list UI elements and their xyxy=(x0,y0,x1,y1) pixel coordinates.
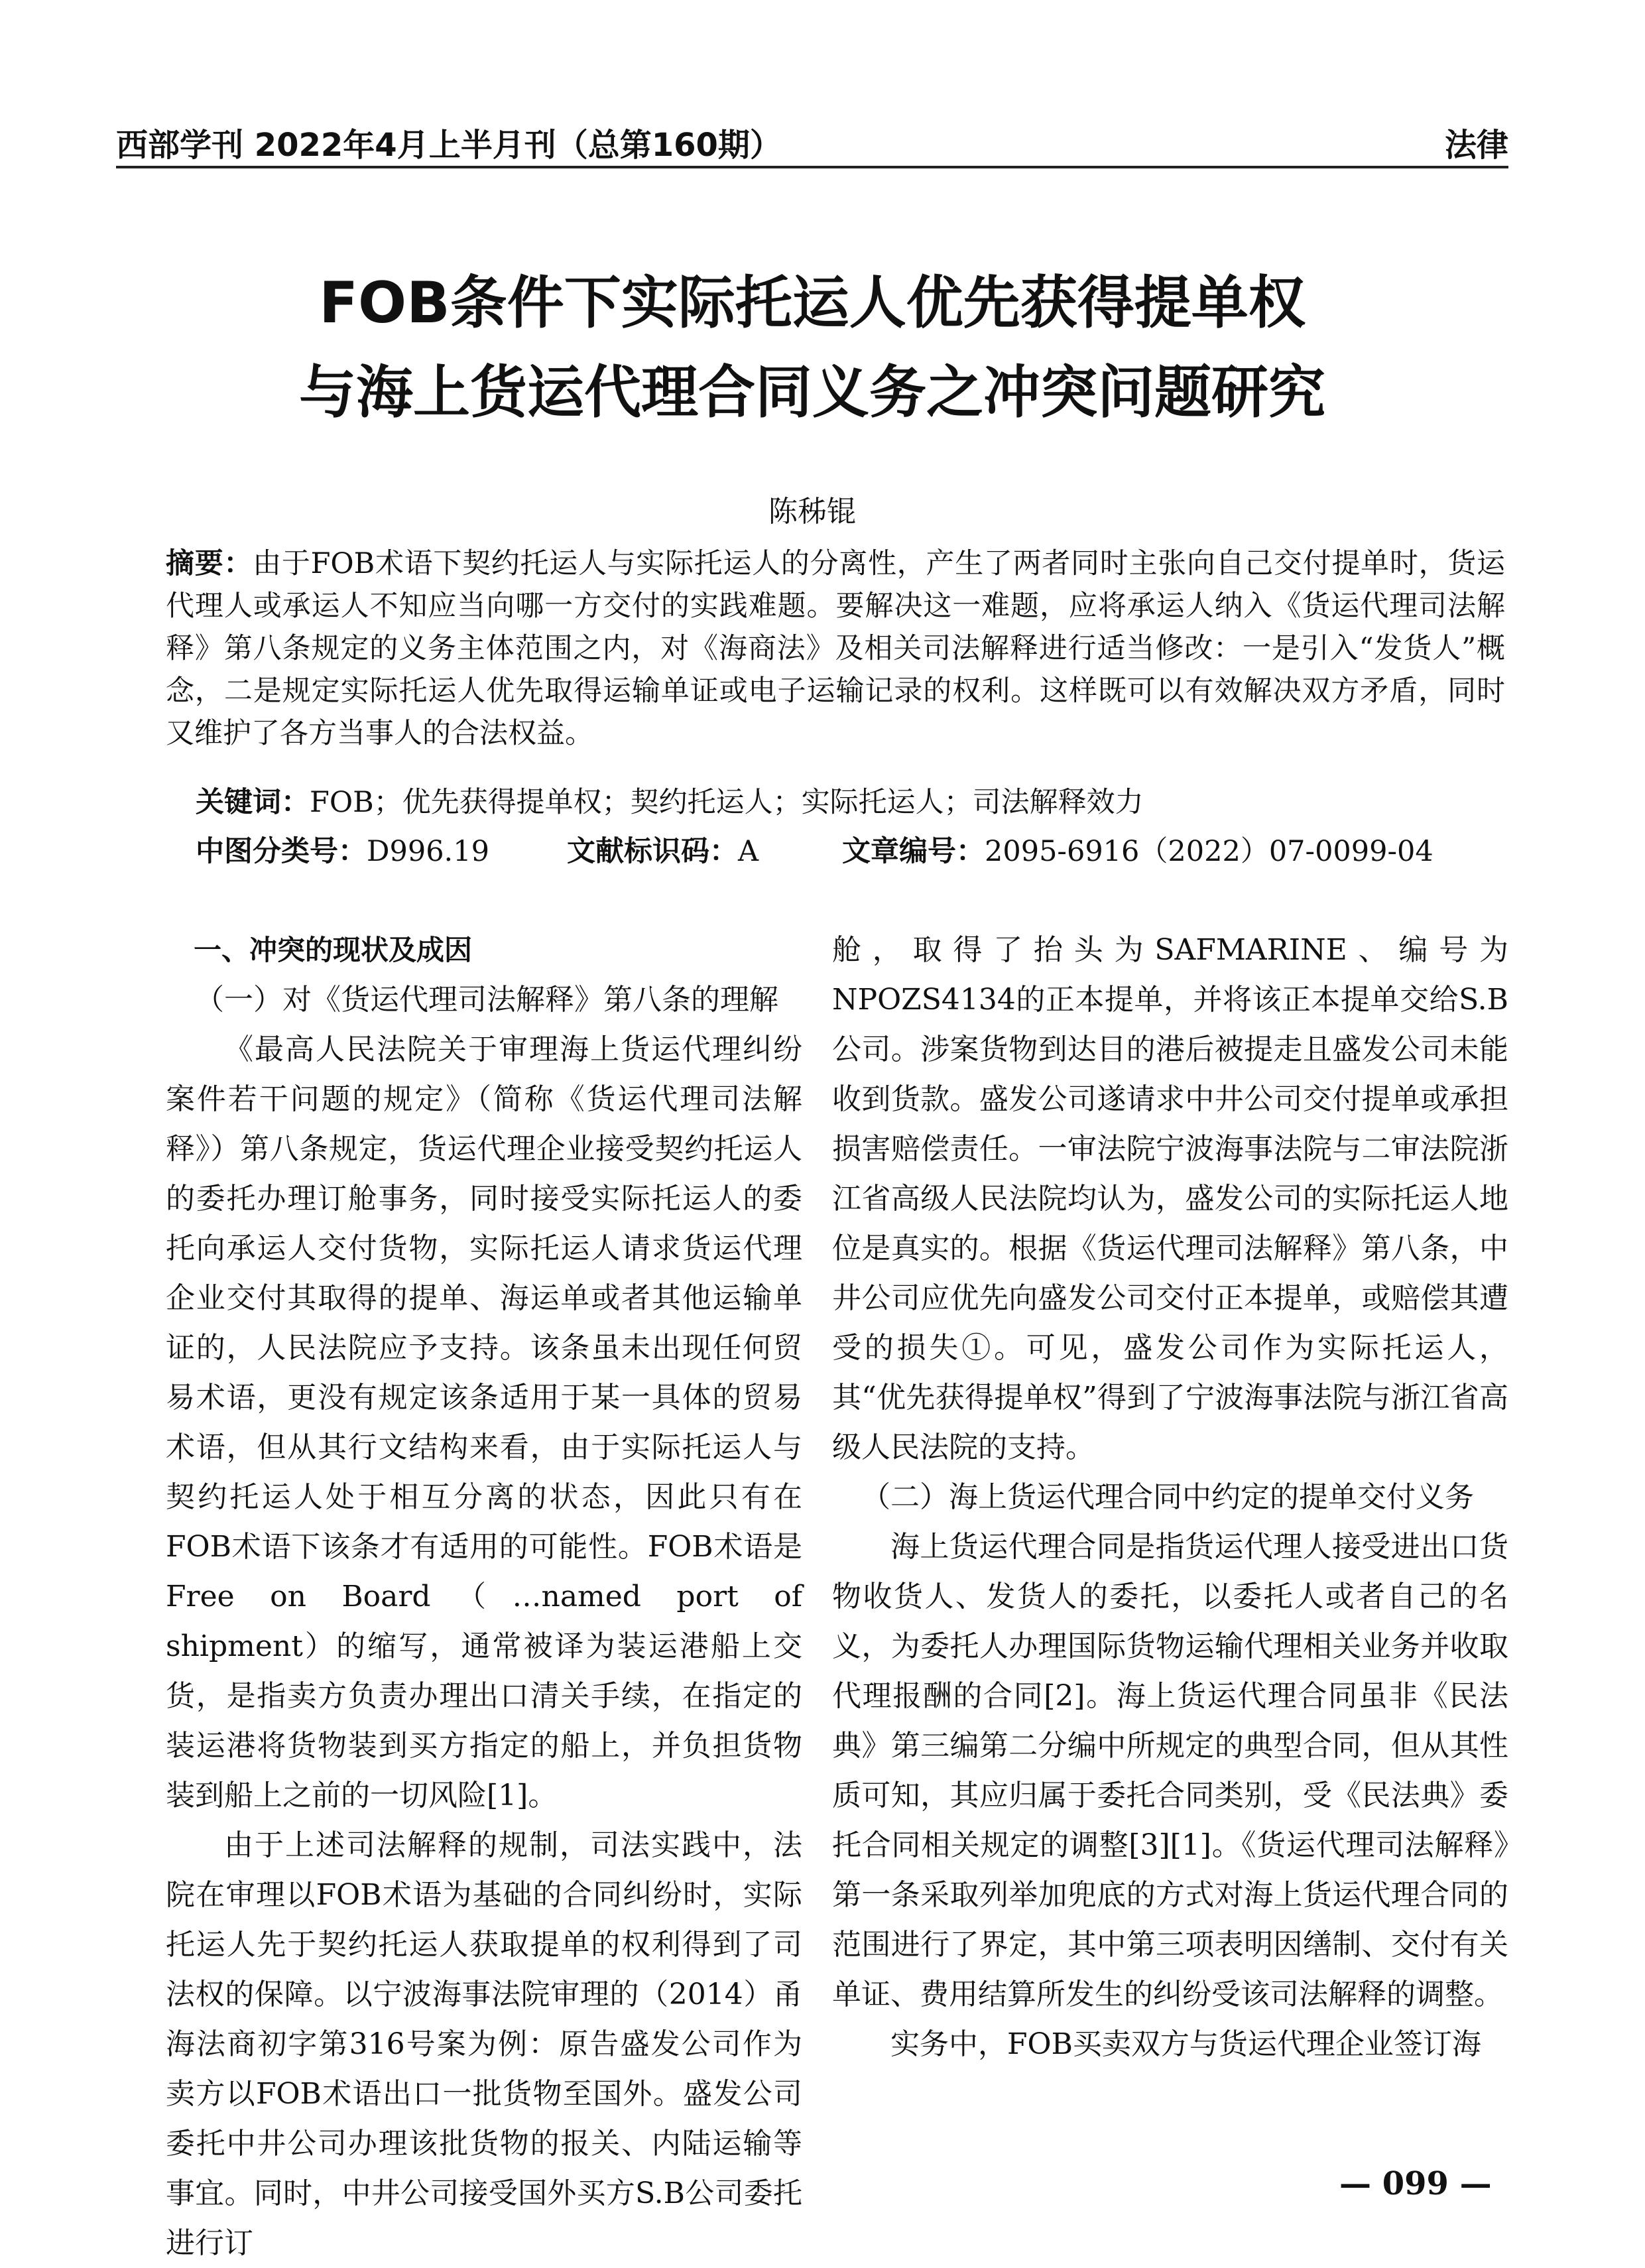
journal-name: 西部学刊 2022年4月上半月刊（总第160期） xyxy=(116,127,782,164)
author: 陈秭锟 xyxy=(768,495,856,529)
title-line-2: 与海上货运代理合同义务之冲突问题研究 xyxy=(299,359,1325,426)
art-value: 2095-6916（2022）07-0099-04 xyxy=(985,835,1433,868)
section-label: 法律 xyxy=(1444,127,1508,164)
section-heading: 一、冲突的现状及成因 xyxy=(194,934,473,966)
clc-number xyxy=(196,829,489,869)
abstract-label: 摘要： xyxy=(166,547,253,580)
document-code xyxy=(567,829,759,869)
keywords-label: 关键词： xyxy=(196,786,310,819)
keywords xyxy=(196,781,1505,824)
subsection-heading: （二）海上货运代理合同中约定的提单交付义务 xyxy=(861,1480,1474,1514)
doc-label: 文献标识码： xyxy=(567,835,738,868)
art-label: 文章编号： xyxy=(842,835,985,868)
page-number: — 099 — xyxy=(1339,2165,1492,2202)
clc-value: D996.19 xyxy=(367,835,489,868)
paragraph: 实务中，FOB买卖双方与货运代理企业签订海 xyxy=(890,2027,1481,2061)
abstract-text: 由于FOB术语下契约托运人与实际托运人的分离性，产生了两者同时主张向自己交付提单时，货运代理人或承运人不知应当向哪一方交付的实践难题。要解决这一难题，应将承运人纳入《货运代理司法解释》第八条规定的义务主体范围之内，对《海商法》及相关司法解释进行适当修改：一是引入“发货人”概念，二是规定实际托运人优先取得运输单证或电子运输记录的权利。这样既可以有效解决双方矛盾，同时又维护了各方当事人的合法权益。 xyxy=(166,547,1506,750)
body-column-left xyxy=(166,925,802,2268)
abstract xyxy=(166,542,1505,755)
clc-label: 中图分类号： xyxy=(196,835,367,868)
article-meta xyxy=(196,829,1505,875)
keywords-text: FOB；优先获得提单权；契约托运人；实际托运人；司法解释效力 xyxy=(310,786,1144,819)
article-number xyxy=(842,829,1433,869)
running-header xyxy=(116,113,1508,168)
paragraph: 舱，取得了抬头为SAFMARINE、编号为NPOZS4134的正本提单，并将该正本提单交给S.B公司。涉案货物到达目的港后被提走且盛发公司未能收到货款。盛发公司遂请求中井公司交付提单或承担损害赔偿责任。一审法院宁波海事法院与二审法院浙江省高级人民法院均认为，盛发公司的实际托运人地位是真实的。根据《货运代理司法解释》第八条，中井公司应优先向盛发公司交付正本提单，或赔偿其遭受的损失①。可见，盛发公司作为实际托运人，其“优先获得提单权”得到了宁波海事法院与浙江省高级人民法院的支持。 xyxy=(832,933,1508,1464)
paper-title xyxy=(116,259,1508,438)
title-line-1: FOB条件下实际托运人优先获得提单权 xyxy=(319,270,1306,336)
paragraph: 由于上述司法解释的规制，司法实践中，法院在审理以FOB术语为基础的合同纠纷时，实际托运人先于契约托运人获取提单的权利得到了司法权的保障。以宁波海事法院审理的（2014）甬海法商初字第316号案为例：原告盛发公司作为卖方以FOB术语出口一批货物至国外。盛发公司委托中井公司办理该批货物的报关、内陆运输等事宜。同时，中井公司接受国外买方S.B公司委托进行订 xyxy=(166,1828,802,2260)
paragraph: 《最高人民法院关于审理海上货运代理纠纷案件若干问题的规定》（简称《货运代理司法解释》）第八条规定，货运代理企业接受契约托运人的委托办理订舱事务，同时接受实际托运人的委托向承运人交付货物，实际托运人请求货运代理企业交付其取得的提单、海运单或者其他运输单证的，人民法院应予支持。该条虽未出现任何贸易术语，更没有规定该条适用于某一具体的贸易术语，但从其行文结构来看，由于实际托运人与契约托运人处于相互分离的状态，因此只有在FOB术语下该条才有适用的可能性。FOB术语是Free on Board（…named port of shipment）的缩写，通常被译为装运港船上交货，是指卖方负责办理出口清关手续，在指定的装运港将货物装到买方指定的船上，并负担货物装到船上之前的一切风险[1]。 xyxy=(166,1033,802,1812)
subsection-heading: （一）对《货运代理司法解释》第八条的理解 xyxy=(195,983,778,1017)
doc-value: A xyxy=(738,835,759,868)
paragraph: 海上货运代理合同是指货运代理人接受进出口货物收货人、发货人的委托，以委托人或者自己的名义，为委托人办理国际货物运输代理相关业务并收取代理报酬的合同[2]。海上货运代理合同虽非《民法典》第三编第二分编中所规定的典型合同，但从其性质可知，其应归属于委托合同类别，受《民法典》委托合同相关规定的调整[3][1]。《货运代理司法解释》第一条采取列举加兜底的方式对海上货运代理合同的范围进行了界定，其中第三项表明因缮制、交付有关单证、费用结算所发生的纠纷受该司法解释的调整。 xyxy=(832,1530,1508,2011)
body-column-right xyxy=(832,925,1508,2069)
